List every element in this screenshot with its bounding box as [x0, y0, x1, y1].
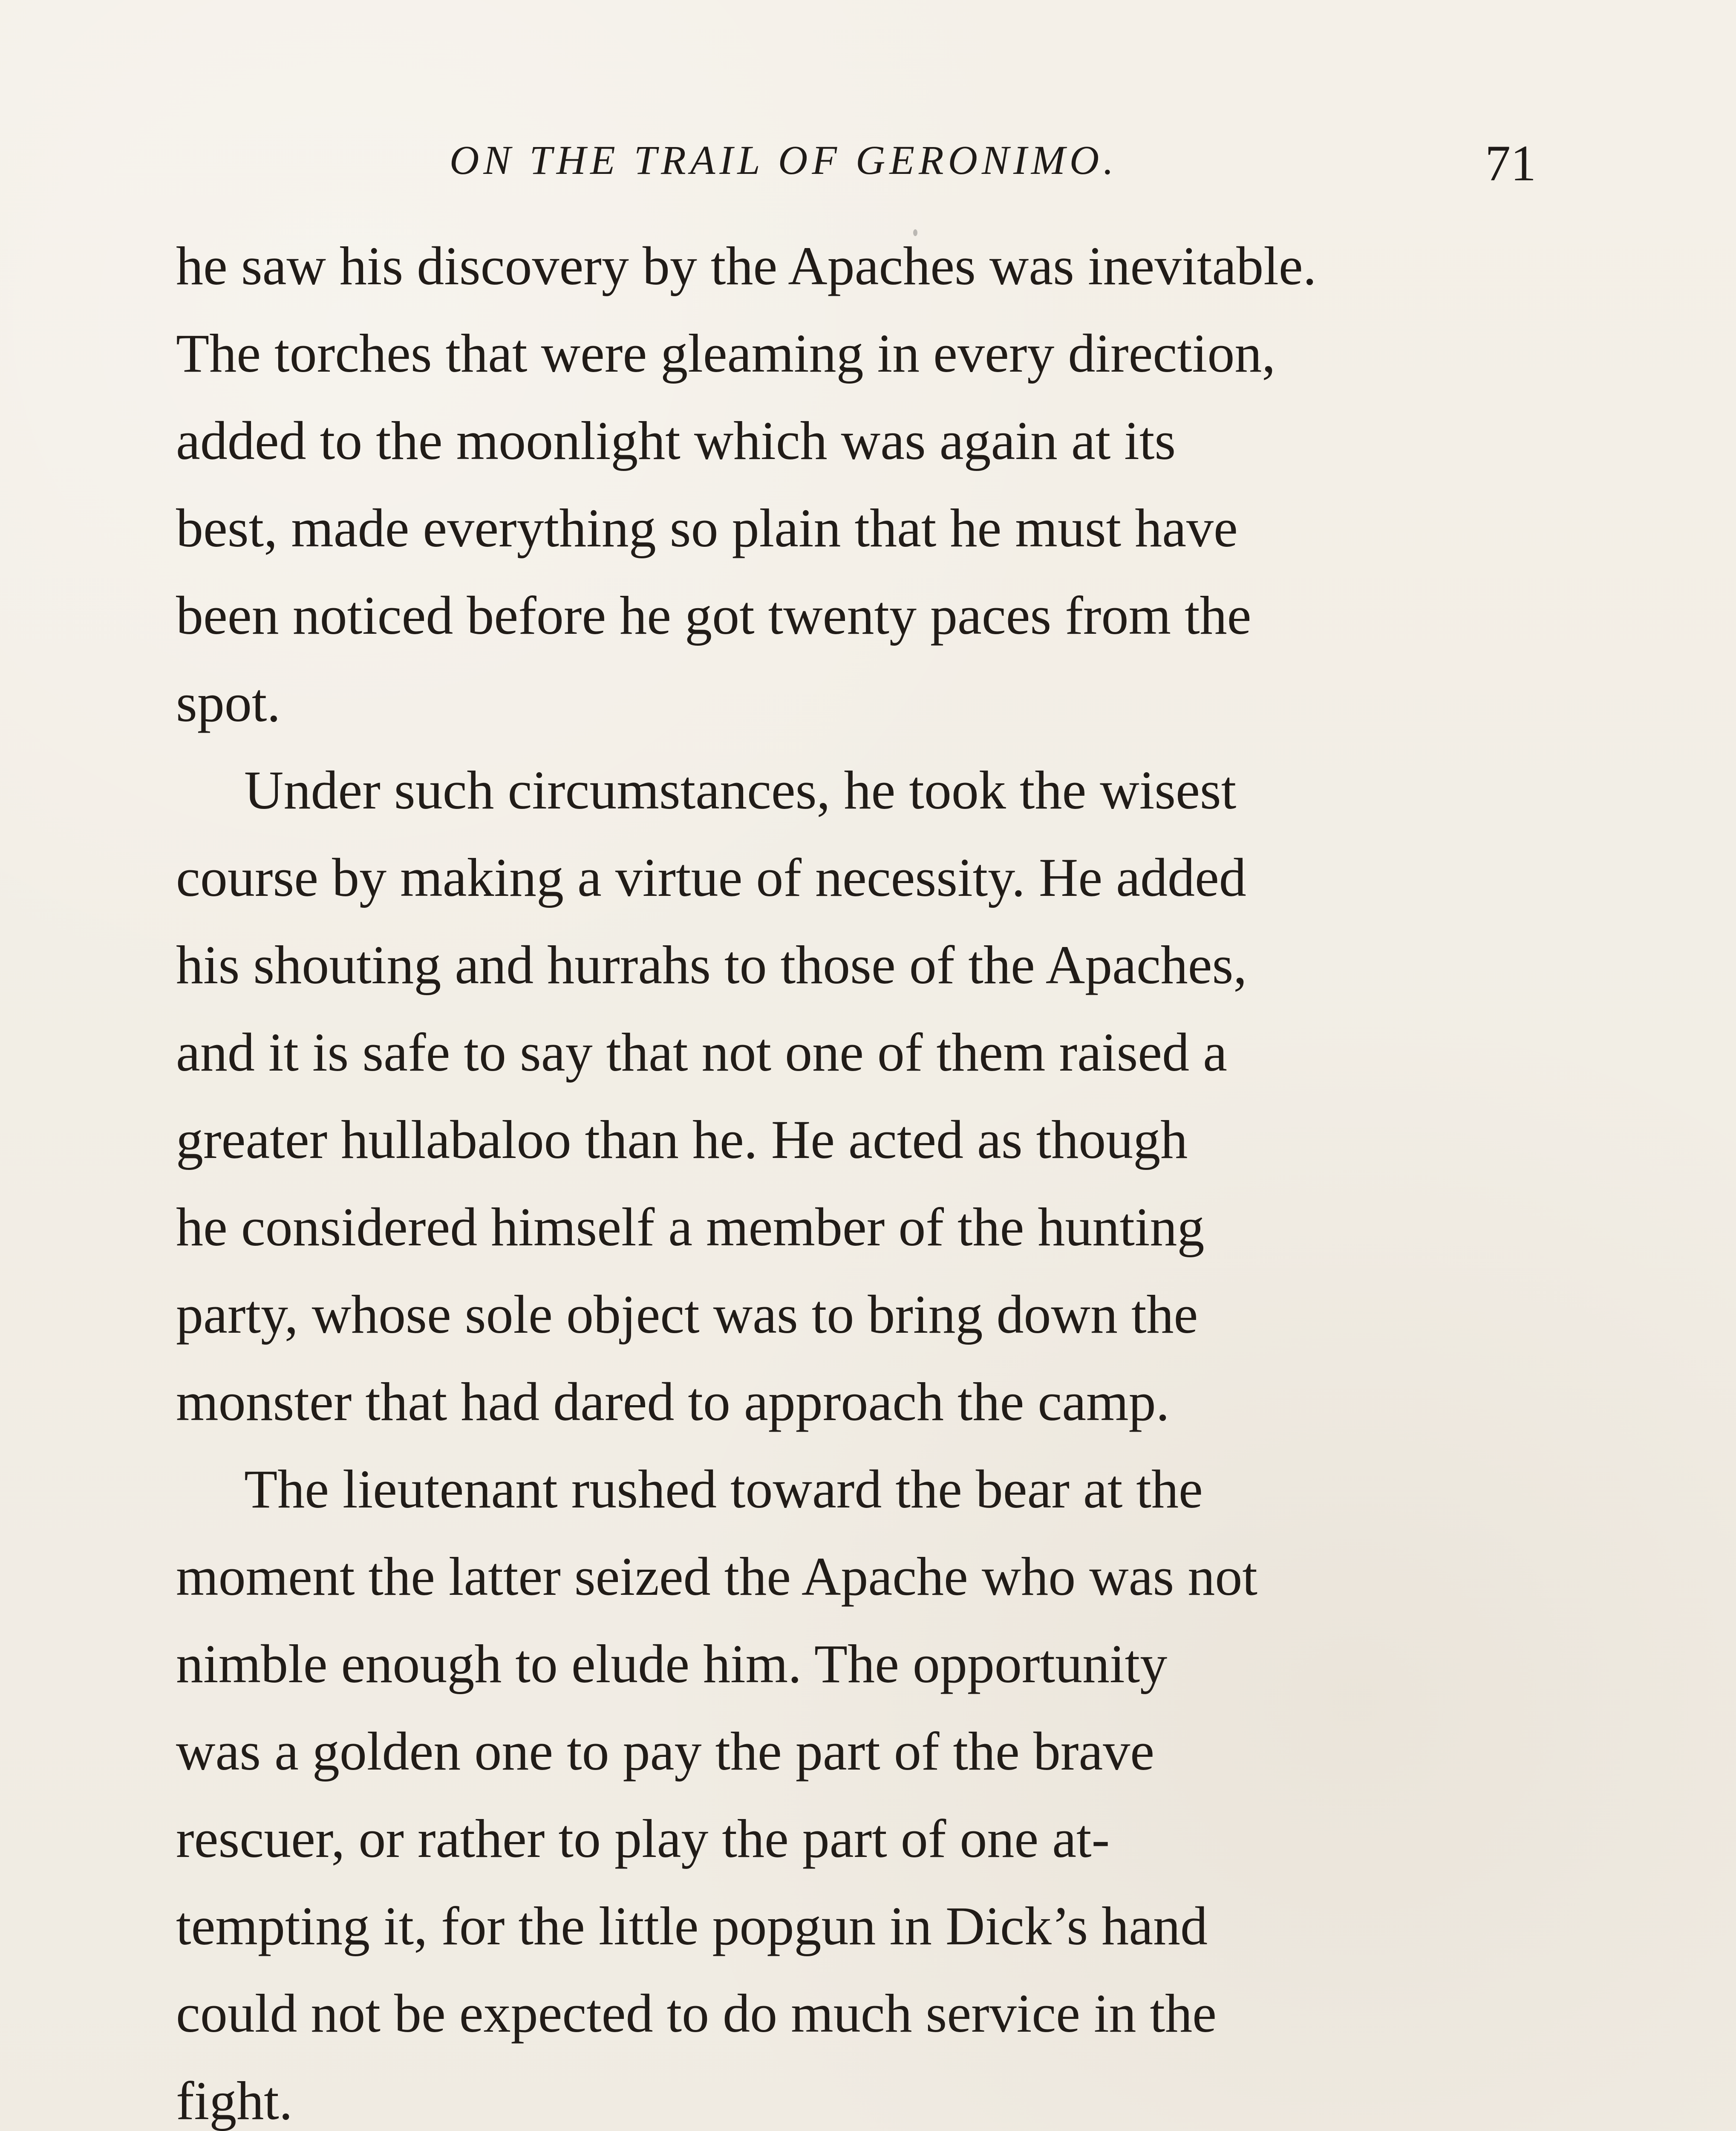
paper-speck: [913, 229, 917, 236]
text-line-11: greater hullabaloo than he. He acted as though: [176, 1109, 1188, 1170]
text-line-20: tempting it, for the little popgun in Dick’s hand: [176, 1896, 1208, 1956]
text-line-21: could not be expected to do much service in the: [176, 1983, 1217, 2044]
text-line-19: rescuer, or rather to play the part of one at-: [176, 1808, 1110, 1869]
text-line-18: was a golden one to pay the part of the brave: [176, 1721, 1155, 1782]
text-line-17: nimble enough to elude him. The opportunity: [176, 1634, 1168, 1694]
text-line-13: party, whose sole object was to bring down the: [176, 1284, 1198, 1345]
text-line-14: monster that had dared to approach the camp.: [176, 1372, 1170, 1432]
text-line-6: spot.: [176, 673, 281, 733]
text-line-16: moment the latter seized the Apache who was not: [176, 1546, 1257, 1607]
running-head: ON THE TRAIL OF GERONIMO.: [450, 137, 1118, 183]
text-line-9: his shouting and hurrahs to those of the Apaches,: [176, 935, 1247, 995]
text-line-12: he considered himself a member of the hunting: [176, 1197, 1205, 1257]
body-text: [176, 236, 1535, 2131]
text-line-15: The lieutenant rushed toward the bear at the: [244, 1459, 1203, 1519]
text-line-8: course by making a virtue of necessity. He added: [176, 847, 1246, 908]
page-number: 71: [1485, 135, 1536, 191]
text-line-4: best, made everything so plain that he must have: [176, 498, 1238, 558]
text-line-1: he saw his discovery by the Apaches was inevitable.: [176, 236, 1317, 296]
text-line-22: fight.: [176, 2070, 293, 2131]
text-line-10: and it is safe to say that not one of them raised a: [176, 1022, 1227, 1083]
page-header: [450, 135, 1557, 191]
text-line-2: The torches that were gleaming in every direction,: [176, 323, 1276, 384]
text-line-3: added to the moonlight which was again at its: [176, 410, 1176, 471]
text-line-7: Under such circumstances, he took the wisest: [244, 760, 1237, 820]
text-line-5: been noticed before he got twenty paces from the: [176, 585, 1252, 646]
